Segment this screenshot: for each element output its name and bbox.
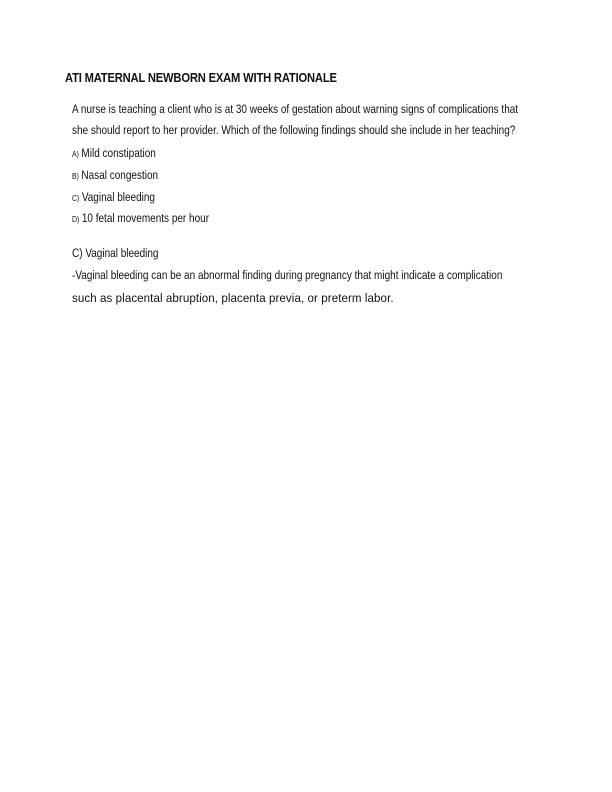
rationale-line: -Vaginal bleeding can be an abnormal finding during pregnancy that might indicate a complication — [72, 268, 503, 282]
option-letter: D) — [72, 214, 80, 225]
option-text: 10 fetal movements per hour — [81, 211, 210, 226]
question-line: A nurse is teaching a client who is at 30 weeks of gestation about warning signs of complications that — [72, 102, 519, 116]
question-line: she should report to her provider. Which of the following findings should she include in her teaching? — [72, 123, 516, 137]
option-letter: B) — [72, 170, 79, 181]
option-b — [72, 165, 209, 187]
option-letter: C) — [72, 192, 80, 203]
option-text: Nasal congestion — [81, 167, 159, 182]
document-title: ATI MATERNAL NEWBORN EXAM WITH RATIONALE — [65, 70, 337, 85]
option-a — [72, 143, 209, 165]
option-text: Vaginal bleeding — [81, 189, 155, 204]
option-text: Mild constipation — [81, 146, 156, 160]
rationale-text — [72, 264, 597, 310]
option-letter: A) — [72, 149, 79, 159]
option-c — [72, 187, 209, 209]
answer-options — [72, 143, 209, 230]
option-d — [72, 208, 209, 230]
question-text — [72, 99, 519, 141]
correct-answer: C) Vaginal bleeding — [72, 246, 159, 260]
rationale-line: such as placental abruption, placenta previa, or preterm labor. — [72, 291, 394, 305]
